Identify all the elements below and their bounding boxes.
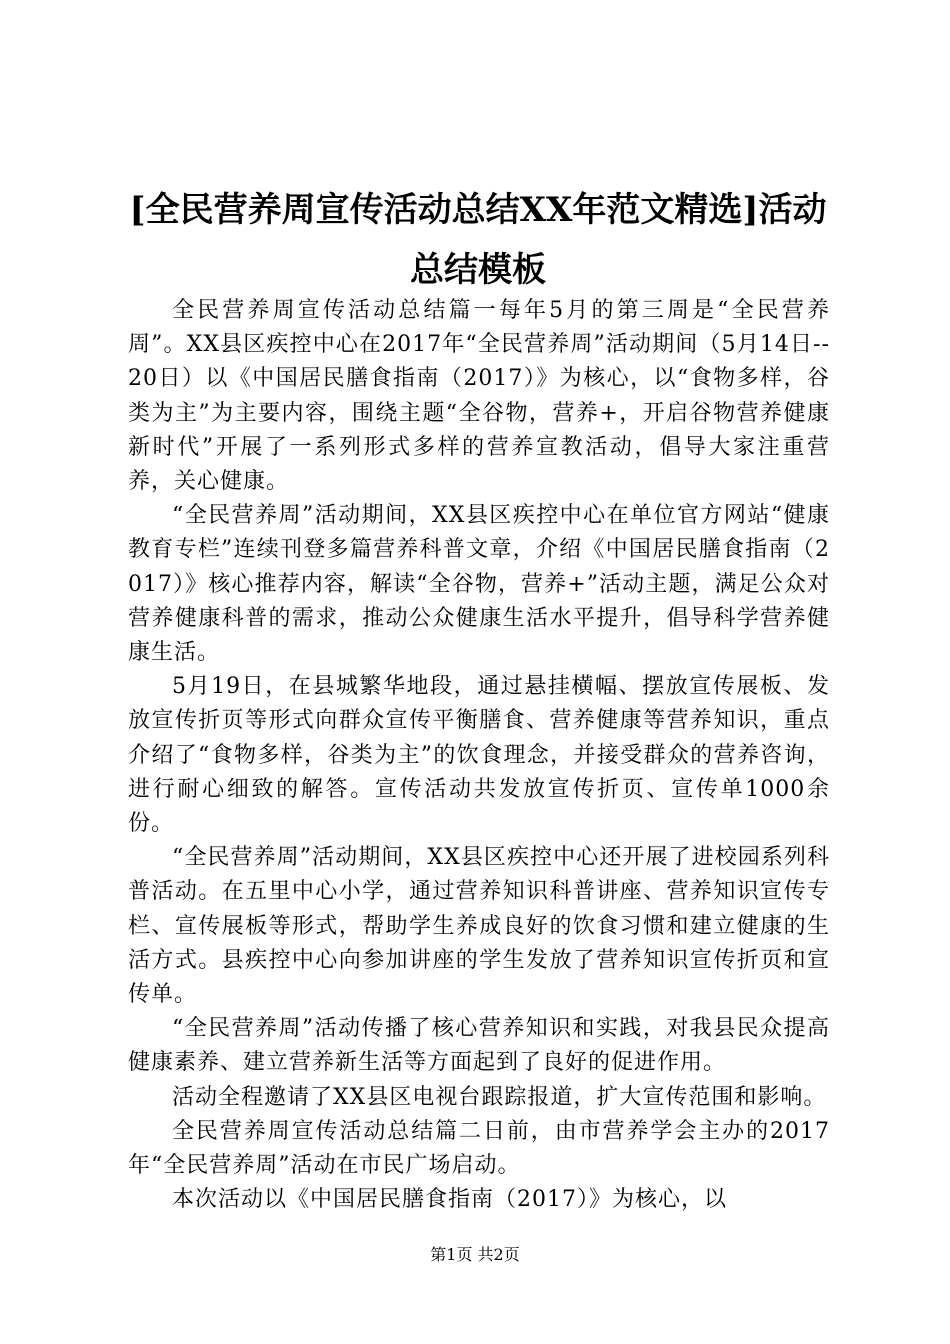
document-body — [128, 294, 830, 1217]
paragraph-6: 活动全程邀请了XX县区电视台跟踪报道，扩大宣传范围和影响。 — [172, 1084, 827, 1110]
paragraph-4: “全民营养周”活动期间，XX县区疾控中心还开展了进校园系列科普活动。在五里中心小学，通过营养知识科普讲座、营养知识宣传专栏、宣传展板等形式，帮助学生养成良好的饮食习惯和建立健康的生活方式。县疾控中心向参加讲座的学生发放了营养知识宣传折页和宣传单。 — [128, 845, 830, 1008]
paragraph-8: 本次活动以《中国居民膳食指南（2017）》为核心，以 — [172, 1187, 727, 1213]
paragraph-5: “全民营养周”活动传播了核心营养知识和实践，对我县民众提高健康素养、建立营养新生活等方面起到了良好的促进作用。 — [128, 1016, 830, 1076]
paragraph-7: 全民营养周宣传活动总结篇二日前，由市营养学会主办的2017年“全民营养周”活动在市民广场启动。 — [128, 1118, 830, 1179]
paragraph-2: “全民营养周”活动期间，XX县区疾控中心在单位官方网站“健康教育专栏”连续刊登多篇营养科普文章，介绍《中国居民膳食指南（2017）》核心推荐内容，解读“全谷物，营养+”活动主题，满足公众对营养健康科普的需求，推动公众健康生活水平提升，倡导科学营养健康生活。 — [128, 503, 830, 666]
paragraph-3: 5月19日，在县城繁华地段，通过悬挂横幅、摆放宣传展板、发放宣传折页等形式向群众宣传平衡膳食、营养健康等营养知识，重点介绍了“食物多样，谷类为主”的饮食理念，并接受群众的营养咨询，进行耐心细致的解答。宣传活动共发放宣传折页、宣传单1000余份。 — [128, 674, 830, 837]
page-number-footer: 第1页 共2页 — [430, 1245, 520, 1264]
paragraph-1: 全民营养周宣传活动总结篇一每年5月的第三周是“全民营养周”。XX县区疾控中心在2017年“全民营养周”活动期间（5月14日--20日）以《中国居民膳食指南（2017）》为核心，以“食物多样，谷类为主”为主要内容，围绕主题“全谷物，营养+，开启谷物营养健康新时代”开展了一系列形式多样的营养宣教活动，倡导大家注重营养，关心健康。 — [128, 298, 830, 495]
document-title: [全民营养周宣传活动总结XX年范文精选]活动总结模板 — [129, 190, 827, 290]
